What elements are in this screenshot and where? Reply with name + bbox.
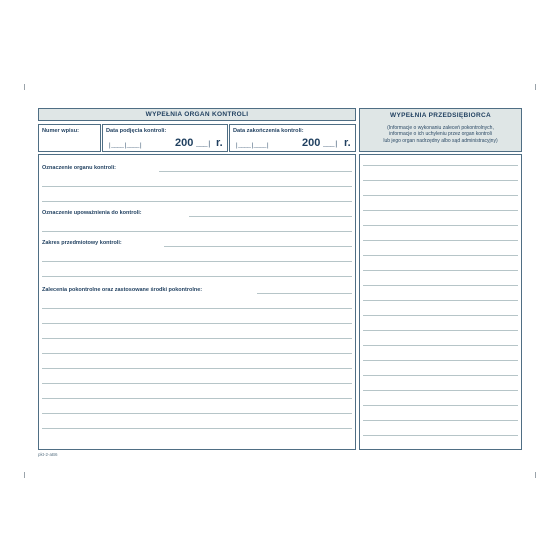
ruled-line <box>164 246 352 247</box>
ruled-line <box>42 231 352 232</box>
organ-kontroli-header: WYPEŁNIA ORGAN KONTROLI <box>38 108 356 121</box>
ruled-line <box>363 285 518 286</box>
ruled-line <box>42 383 352 384</box>
data-podjecia-day-month-blanks: |____|____| <box>108 142 143 149</box>
zakres-przedmiotowy-label: Zakres przedmiotowy kontroli: <box>42 240 122 246</box>
ruled-line <box>363 405 518 406</box>
data-zakonczenia-label: Data zakończenia kontroli: <box>233 128 304 134</box>
ruled-line <box>42 261 352 262</box>
form-code: pkt-2-aB6 <box>38 452 58 457</box>
zalecenia-pokontrolne-label: Zalecenia pokontrolne oraz zastosowane środki pokontrolne: <box>42 287 203 293</box>
przedsiebiorca-note-line-2: informacje o ich uchyleniu przez organ kontroli <box>389 131 492 138</box>
ruled-line <box>363 330 518 331</box>
data-zakonczenia-day-month-blanks: |____|____| <box>235 142 270 149</box>
przedsiebiorca-header <box>359 108 522 152</box>
ruled-line <box>363 435 518 436</box>
ruled-line <box>363 180 518 181</box>
ruled-line <box>363 300 518 301</box>
ruled-line <box>189 216 352 217</box>
ruled-line <box>363 315 518 316</box>
ruled-line <box>363 375 518 376</box>
ruled-line <box>42 276 352 277</box>
numer-wpisu-label: Numer wpisu: <box>42 128 79 134</box>
ruled-line <box>363 165 518 166</box>
data-podjecia-box[interactable] <box>102 124 228 152</box>
ruled-line <box>42 323 352 324</box>
przedsiebiorca-note-line-3: lub jego organ nadrzędny albo sąd administracyjny) <box>383 137 498 144</box>
ruled-line <box>42 201 352 202</box>
ruled-line <box>363 225 518 226</box>
ruled-line <box>42 308 352 309</box>
przedsiebiorca-entry-area[interactable] <box>359 154 522 450</box>
ruled-line <box>42 428 352 429</box>
data-podjecia-label: Data podjęcia kontroli: <box>106 128 167 134</box>
crop-mark-bottom-left <box>24 472 25 478</box>
ruled-line <box>363 420 518 421</box>
przedsiebiorca-title: WYPEŁNIA PRZEDSIĘBIORCA <box>390 112 491 119</box>
numer-wpisu-box[interactable] <box>38 124 101 152</box>
ruled-line <box>42 413 352 414</box>
oznaczenie-upowaznienia-label: Oznaczenie upoważnienia do kontroli: <box>42 210 142 216</box>
ruled-line <box>257 293 352 294</box>
ruled-line <box>363 195 518 196</box>
ruled-line <box>42 186 352 187</box>
organ-kontroli-entry-area[interactable] <box>38 154 356 450</box>
data-podjecia-year-prefix: 200 <box>175 137 194 149</box>
przedsiebiorca-note-line-1: (Informacje o wykonaniu zaleceń pokontrolnych, <box>387 125 494 131</box>
ruled-line <box>42 338 352 339</box>
ruled-line <box>363 210 518 211</box>
ruled-line <box>42 368 352 369</box>
crop-mark-bottom-right <box>535 472 536 478</box>
data-podjecia-year-blank: ___| <box>196 141 211 149</box>
ruled-line <box>363 345 518 346</box>
data-zakonczenia-box[interactable] <box>229 124 356 152</box>
crop-mark-top-right <box>535 84 536 90</box>
ruled-line <box>363 270 518 271</box>
oznaczenie-organu-label: Oznaczenie organu kontroli: <box>42 165 116 171</box>
ruled-line <box>363 390 518 391</box>
data-zakonczenia-year-suffix: r. <box>344 137 351 149</box>
ruled-line <box>42 398 352 399</box>
ruled-line <box>363 240 518 241</box>
data-podjecia-year-suffix: r. <box>216 137 223 149</box>
ruled-line <box>159 171 352 172</box>
ruled-line <box>363 360 518 361</box>
crop-mark-top-left <box>24 84 25 90</box>
ruled-line <box>363 255 518 256</box>
data-zakonczenia-year-prefix: 200 <box>302 137 321 149</box>
data-zakonczenia-year-blank: ___| <box>323 141 338 149</box>
ruled-line <box>42 353 352 354</box>
przedsiebiorca-note <box>364 125 517 144</box>
